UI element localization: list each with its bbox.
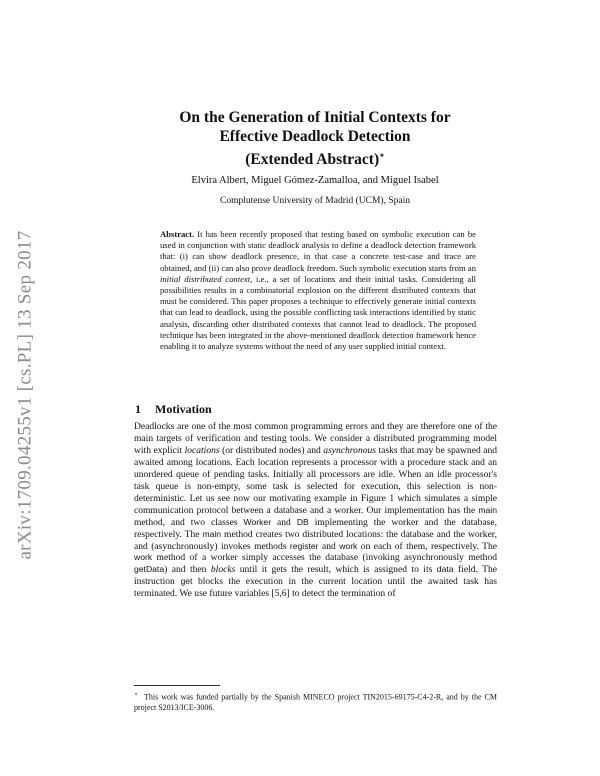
body-text-14: blocks the execution in the current location until the awaited task has terminated. We use future variables [5,6] to detect the termination of bbox=[134, 576, 497, 600]
arxiv-stamp bbox=[10, 210, 42, 580]
section-heading bbox=[135, 402, 212, 417]
body-text-12: until it gets the result, which is assigned to its bbox=[235, 564, 437, 576]
code-worker: Worker bbox=[243, 516, 272, 527]
body-text-5: and bbox=[271, 516, 297, 528]
body-text-4: method, and two classes bbox=[134, 516, 244, 528]
body-text-13: field. The instruction bbox=[134, 564, 497, 588]
footnote-rule bbox=[134, 685, 220, 686]
body-emphasis-asynchronous: asynchronous bbox=[323, 444, 376, 456]
section-title: Motivation bbox=[155, 402, 212, 416]
body-text-10: method of a worker simply accesses the database (invoking asynchronously method bbox=[152, 552, 497, 564]
section-number: 1 bbox=[135, 402, 141, 416]
footnote bbox=[134, 690, 497, 714]
code-main-2: main bbox=[202, 528, 222, 539]
abstract-label: Abstract. bbox=[160, 229, 195, 239]
author-list: Elvira Albert, Miguel Gómez-Zamalloa, and Miguel Isabel bbox=[191, 175, 439, 186]
abstract-text-2: , i.e., a set of locations and their initial tasks. Considering all possibilities results in a combinatorial explosion on the different distributed contexts that must be considered. This paper proposes a technique to effectively generate initial contexts that can lead to deadlock, using the possible conflicting task interactions identified by static analysis, discarding other distributed contexts that cannot lead to deadlock. The proposed technique has been integrated in the above-mentioned deadlock detection framework hence enabling it to analyze systems without the need of any user supplied initial context. bbox=[160, 273, 476, 352]
body-emphasis-blocks: blocks bbox=[210, 564, 236, 576]
code-register: register bbox=[289, 540, 319, 551]
arxiv-identifier: arXiv:1709.04255v1 [cs.PL] 13 Sep 2017 bbox=[15, 230, 36, 560]
code-data: data bbox=[436, 564, 454, 575]
body-text-7: method creates two distributed locations: the database and the worker, and (asynchronously) invokes methods bbox=[134, 528, 497, 552]
body-text-3: tasks that may be spawned and awaited among locations. Each location represents a processor with a procedure stack and an unordered queue of pending tasks. Initially all processors are idle. When an idle processor's task queue is non-empty, some task is selected for execution, this selection is non-deterministic. Let us see now our motivating example in Figure 1 which simulates a simple communication protocol between a database and a worker. Our implementation has the bbox=[134, 444, 497, 516]
footnote-text: This work was funded partially by the Spanish MINECO project TIN2015-69175-C4-2-R, and by the CM project S2013/ICE-3006. bbox=[134, 692, 497, 713]
body-text-2: (or distributed nodes) and bbox=[219, 444, 324, 456]
title-line-1: On the Generation of Initial Contexts for bbox=[179, 109, 451, 126]
body-emphasis-locations: locations bbox=[184, 444, 220, 456]
code-work: work bbox=[339, 540, 358, 551]
code-work-2: work bbox=[134, 552, 153, 563]
title-line-2: Effective Deadlock Detection bbox=[219, 128, 411, 145]
affiliation: Complutense University of Madrid (UCM), Spain bbox=[220, 196, 410, 206]
body-text-6: implementing the worker and the database, respectively. The bbox=[134, 516, 498, 540]
body-text-9: on each of them, respectively. The bbox=[357, 540, 498, 552]
title-footnote-mark: ⋆ bbox=[379, 150, 385, 160]
title-line-3-text: (Extended Abstract) bbox=[245, 151, 380, 169]
paper-title bbox=[120, 108, 510, 169]
code-get: get bbox=[180, 576, 193, 587]
body-text-8: and bbox=[318, 540, 340, 552]
code-main: main bbox=[478, 504, 497, 515]
footnote-mark: ⋆ bbox=[134, 691, 139, 698]
body-text-11: ) and then bbox=[164, 564, 211, 576]
body-text-1: Deadlocks are one of the most common programming errors and they are therefore one of the main targets of verification and testing tools. We consider a distributed programming model with explicit bbox=[134, 421, 497, 456]
abstract-text-1: It has been recently proposed that testing based on symbolic execution can be used in conjunction with static deadlock analysis to define a deadlock detection framework that: (i) can show deadlock presence, in that case a concrete test-case and trace are obtained, and (ii) can also prove deadlock freedom. Such symbolic execution starts from an bbox=[160, 229, 476, 273]
code-db: DB bbox=[296, 516, 309, 527]
abstract-emphasis-1: initial distributed context bbox=[160, 273, 251, 284]
abstract bbox=[160, 229, 476, 352]
code-getdata: getData bbox=[134, 564, 165, 575]
title-line-3 bbox=[120, 146, 510, 169]
motivation-paragraph bbox=[134, 421, 497, 600]
